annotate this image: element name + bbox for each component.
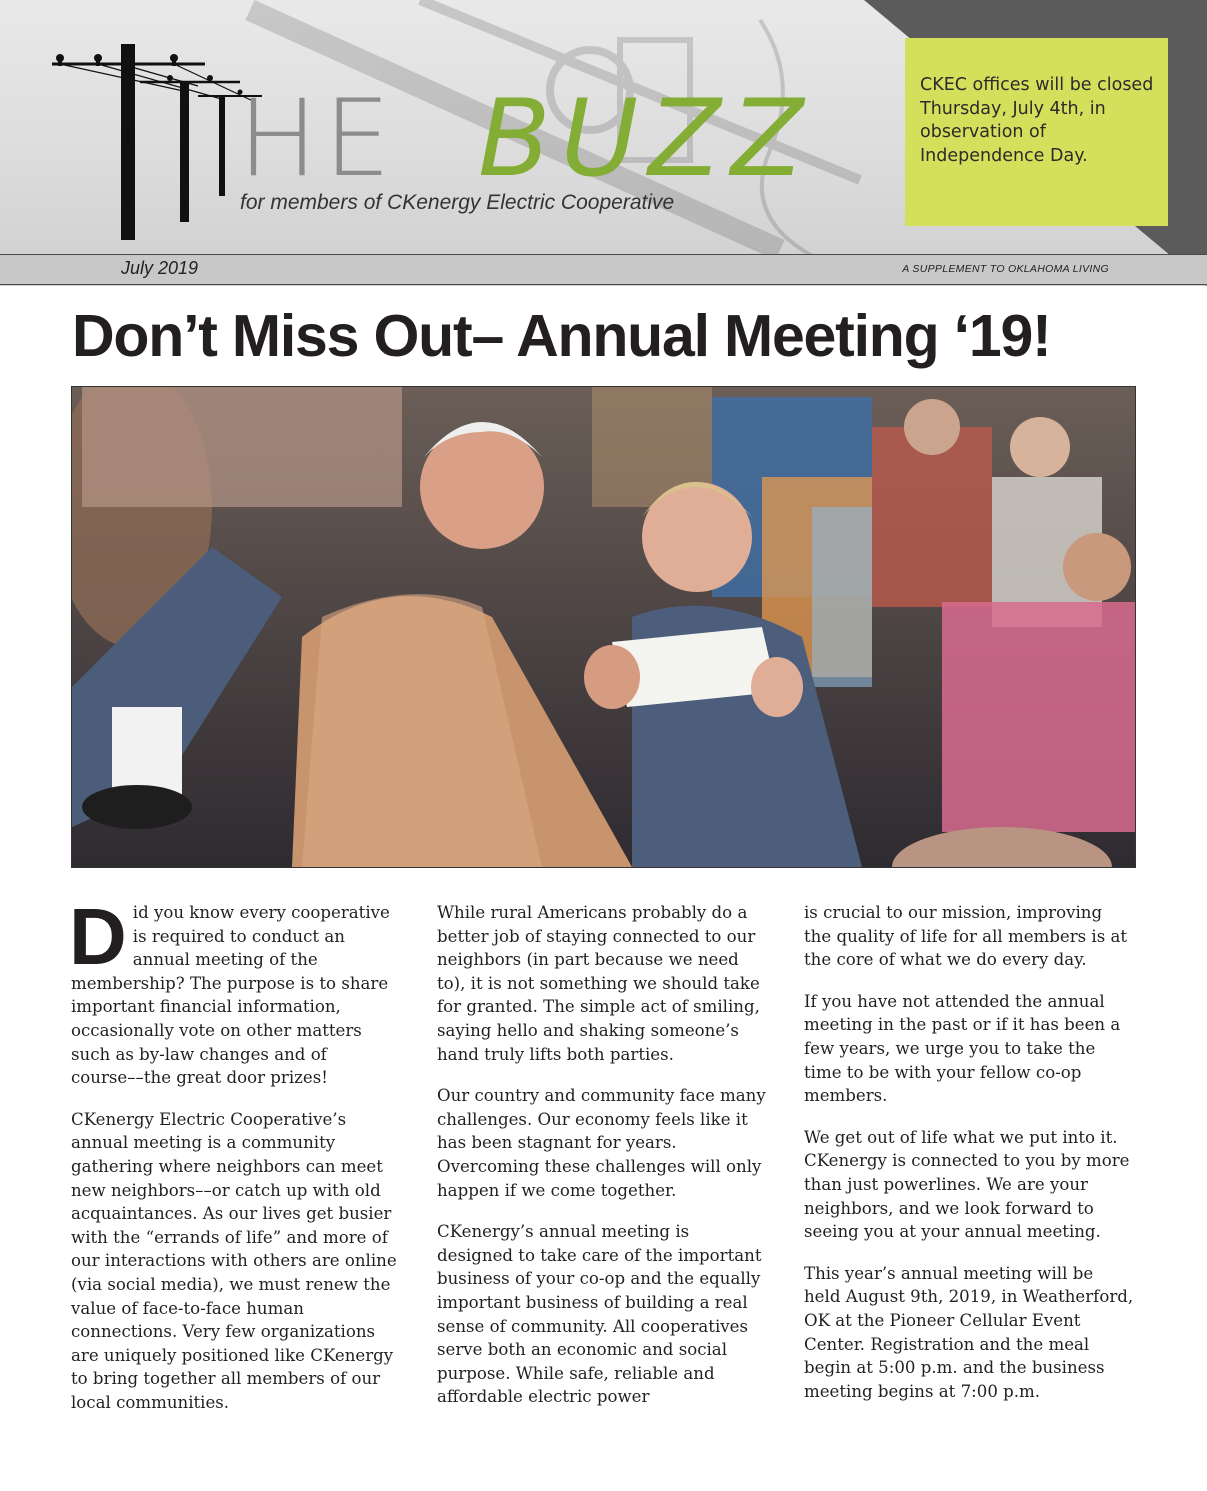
date-band bbox=[0, 254, 1207, 285]
masthead-tagline: for members of CKenergy Electric Cooperative bbox=[240, 191, 675, 214]
photo-icon bbox=[72, 387, 1136, 868]
paragraph: We get out of life what we put into it. CKenergy is connected to you by more than just powerlines. We are your neighbors, and we look forward to seeing you at your annual meeting. bbox=[804, 1127, 1130, 1242]
drop-cap: D bbox=[69, 892, 127, 981]
title-he: HE bbox=[238, 77, 397, 200]
article-column-2 bbox=[437, 901, 767, 1427]
article-column-1 bbox=[69, 892, 401, 1432]
paragraph: If you have not attended the annual meeting in the past or if it has been a few years, we urge you to take the time to be with your fellow co-op members. bbox=[804, 991, 1121, 1106]
paragraph: This year’s annual meeting will be held August 9th, 2019, in Weatherford, OK at the Pioneer Cellular Event Center. Registration and the meal begin at 5:00 p.m. and the business meeting begins at 7:00 p.m. bbox=[804, 1263, 1134, 1401]
title-buzz: BUZZ bbox=[478, 77, 814, 200]
article-headline: Don’t Miss Out– Annual Meeting ‘19! bbox=[72, 303, 1051, 369]
masthead bbox=[0, 0, 1207, 286]
paragraph: Our country and community face many challenges. Our economy feels like it has been stagnant for years. Overcoming these challenges will only happen if we come together. bbox=[437, 1086, 766, 1200]
paragraph bbox=[69, 892, 401, 1090]
supplement-label: A SUPPLEMENT TO OKLAHOMA LIVING bbox=[902, 263, 1109, 275]
paragraph: CKenergy’s annual meeting is designed to take care of the important business of your co-op and the equally important business of building a real sense of community. All cooperatives serve both an economic and social purpose. While safe, reliable and affordable electric power bbox=[437, 1222, 762, 1407]
paragraph: While rural Americans probably do a better job of staying connected to our neighbors (in part because we need to), it is not something we should take for granted. The simple act of smiling, saying hello and shaking someone’s hand truly lifts both parties. bbox=[437, 903, 760, 1064]
paragraph: is crucial to our mission, improving the quality of life for all members is at the core of what we do every day. bbox=[804, 903, 1128, 970]
issue-date: July 2019 bbox=[121, 258, 199, 278]
article-column-3 bbox=[804, 901, 1134, 1421]
paragraph-text: id you know every cooperative is required to conduct an annual meeting of the membership? The purpose is to share important financial information, occasionally vote on other matters such as by-law changes and of course––the great door prizes! bbox=[71, 903, 390, 1088]
paragraph: CKenergy Electric Cooperative’s annual meeting is a community gathering where neighbors can meet new neighbors––or catch up with old acquaintances. As our lives get busier with the “errands of life” and more of our interactions with others are online (via social media), we must renew the value of face-to-face human connections. Very few organizations are uniquely positioned like CKenergy to bring together all members of our local communities. bbox=[71, 1109, 397, 1412]
office-closure-notice: CKEC offices will be closed Thursday, July 4th, in observation of Independence Day. bbox=[905, 38, 1168, 226]
annual-meeting-photo bbox=[71, 386, 1136, 868]
